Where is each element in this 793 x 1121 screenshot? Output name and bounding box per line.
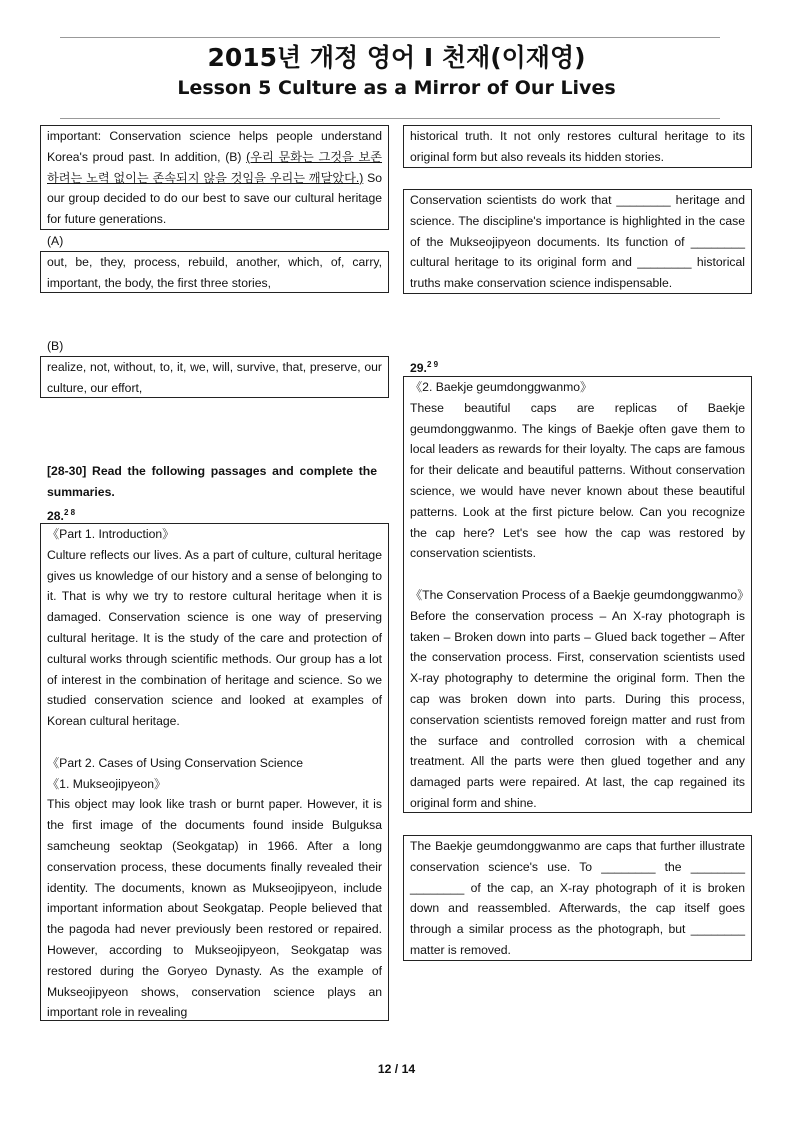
passage-text: So our group decided to do our best to save our cultural heritage for future generations. xyxy=(47,170,382,227)
blank-line xyxy=(410,564,745,585)
page-title: 2015년 개정 영어 I 천재(이재영) xyxy=(207,43,586,72)
word-bank-a: out, be, they, process, rebuild, another, which, of, carry, important, the body, the first three stories, xyxy=(40,251,389,293)
paragraph: Before the conservation process – An X-ray photograph is taken – Broken down into parts – Glued back together – After the conservation process. First, conservation scientists used X-ray photography to determine the original form. Then the cap was broken down into parts. During this process, conservation scientists removed foreign matter and rust from the surface and controlled corrosion with a chemical treatment. All the parts were then glued together and any damaged parts were repaired. At last, the cap regained its original form and shine. xyxy=(410,608,745,810)
passage-continued-box xyxy=(40,125,389,230)
question-29-number: 29.$^{2 9}$ xyxy=(410,360,439,376)
underlined-korean-text: (우리 문화는 그것을 보존하려는 노력 없이는 존속되지 않을 것임을 우리는 깨달았다.) xyxy=(47,149,383,185)
section-heading: 《Part 1. Introduction》 xyxy=(47,527,175,541)
passage-continued-right: historical truth. It not only restores cultural heritage to its original form but also reveals its hidden stories. xyxy=(403,125,752,168)
section-heading: 《The Conservation Process of a Baekje geumdonggwanmo》 xyxy=(410,587,750,602)
blank-line xyxy=(47,732,382,753)
instructions: [28-30] Read the following passages and complete the summaries. xyxy=(47,464,377,499)
paragraph: This object may look like trash or burnt paper. However, it is the first image of the documents found inside Bulguksa samcheung seoktap (Seokgatap) in 1966. After a long conservation process, these documents finally revealed their identity. The documents, known as Mukseojipyeon, include important information about Seokgatap. People believed that the pagoda had never previously been restored or repaired. However, according to Mukseojipyeon, Seokgatap was restored during the Goryeo Dynasty. As the example of Mukseojipyeon shows, conservation science plays an important role in revealing xyxy=(47,797,382,1020)
lesson-subtitle: Lesson 5 Culture as a Mirror of Our Lives xyxy=(177,77,616,99)
label-b: (B) xyxy=(47,339,64,353)
paragraph: Culture reflects our lives. As a part of culture, cultural heritage gives us knowledge of our history and a sense of belonging to it. That is why we try to restore cultural heritage when it is damaged. Conservation science is one way of preserving cultural heritage. It is the study of the care and protection of cultural works through scientific methods. Our group has a lot of interest in the combination of heritage and science. So we studied conservation science and looked at examples of Korean cultural heritage. xyxy=(47,547,382,729)
passage-text: important: Conservation science helps people understand Korea's proud past. In addition, (B) xyxy=(47,129,382,164)
header-rule-bottom xyxy=(60,118,720,119)
section-heading: 《1. Mukseojipyeon》 xyxy=(47,776,167,791)
section-heading: 《2. Baekje geumdonggwanmo》 xyxy=(410,380,593,394)
passage-29-box xyxy=(403,376,752,813)
page-number: 12 / 14 xyxy=(377,1062,416,1076)
question-28-number: 28.$^{2 8}$ xyxy=(47,508,76,524)
summary-29-box: The Baekje geumdonggwanmo are caps that further illustrate conservation science's use. To ________ the ________ ________ of the cap, an X-ray photograph of it is broken down and reassembled. Afterwards, the cap itself goes through a similar process as the photograph, but ________ matter is removed. xyxy=(403,835,752,961)
label-a: (A) xyxy=(47,234,64,248)
section-heading: 《Part 2. Cases of Using Conservation Science xyxy=(47,755,304,770)
passage-28-box xyxy=(40,523,389,1021)
paragraph: These beautiful caps are replicas of Baekje geumdonggwanmo. The kings of Baekje often gave them to local leaders as rewards for their loyalty. The caps are famous for their delicate and beautiful patterns. Without conservation science, we would have never known about these beautiful patterns. Look at the first picture below. Can you recognize the cap here? Let's see how the cap was restored by conservation scientists. xyxy=(410,400,745,561)
summary-28-box: Conservation scientists do work that ________ heritage and science. The discipline's importance is highlighted in the case of the Mukseojipyeon documents. Its function of ________ cultural heritage to its original form and ________ historical truths make conservation science indispensable. xyxy=(403,189,752,294)
word-bank-b: realize, not, without, to, it, we, will, survive, that, preserve, our culture, our effort, xyxy=(40,356,389,398)
